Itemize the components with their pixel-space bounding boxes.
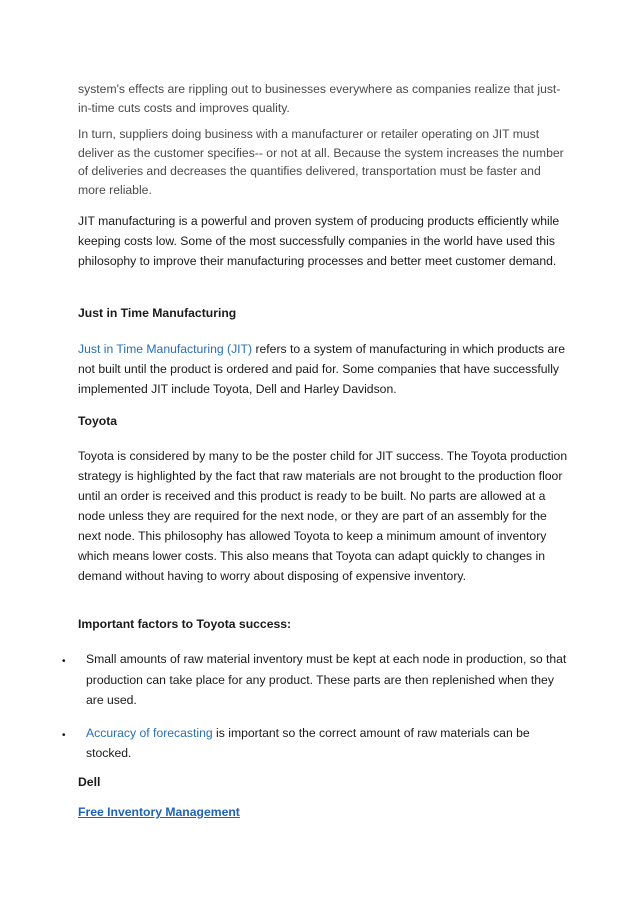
paragraph-intro: system's effects are rippling out to businesses everywhere as companies realize that just-in-time cuts costs and improves quality. — [78, 82, 561, 115]
bullet-text: Small amounts of raw material inventory must be kept at each node in production, so that production can take place for any product. These parts are then replenished when they are used. — [86, 652, 567, 707]
jit-definition-text: refers to a system of manufacturing in which products are not built until the product is ordered and paid for. Some companies that have successfully implemented JIT include Toyota, Dell and Harley Davidson. — [78, 342, 566, 396]
free-inventory-link[interactable]: Free Inventory Management — [78, 805, 240, 819]
paragraph-toyota: Toyota is considered by many to be the poster child for JIT success. The Toyota production strategy is highlighted by the fact that raw materials are not brought to the production floor until an order is received and this product is ready to be built. No parts are allowed at a node unless they are required for the next node, or they are part of an assembly for the next node. This philosophy has allowed Toyota to keep a minimum amount of inventory which means lower costs. This also means that Toyota can adapt quickly to changes in demand without having to worry about disposing of expensive inventory. — [78, 449, 568, 583]
bullet-icon: • — [62, 729, 66, 741]
heading-dell: Dell — [78, 775, 101, 789]
jit-link[interactable]: Just in Time Manufacturing (JIT) — [78, 342, 253, 356]
heading-factors: Important factors to Toyota success: — [78, 617, 292, 631]
paragraph-jit-definition — [78, 339, 568, 399]
list-item — [60, 649, 570, 711]
forecasting-link[interactable]: Accuracy of forecasting — [86, 725, 213, 740]
list-item — [60, 723, 570, 764]
paragraph-suppliers: In turn, suppliers doing business with a manufacturer or retailer operating on JIT must deliver as the customer specifies-- or not at all. Because the system increases the number of deliveries and decreases the quantifies delivered, transportation must be faster and more reliable. — [78, 127, 564, 197]
bullet-icon: • — [62, 656, 66, 667]
factors-list — [60, 649, 570, 764]
heading-toyota: Toyota — [78, 414, 118, 428]
heading-jit: Just in Time Manufacturing — [78, 306, 237, 320]
paragraph-jit-overview: JIT manufacturing is a powerful and proven system of producing products efficiently while keeping costs low. Some of the most successfully companies in the world have used this philosophy to improve their manufacturing processes and better meet customer demand. — [78, 214, 560, 268]
bullet-text: is important so the correct amount of raw materials can be stocked. — [86, 725, 530, 760]
